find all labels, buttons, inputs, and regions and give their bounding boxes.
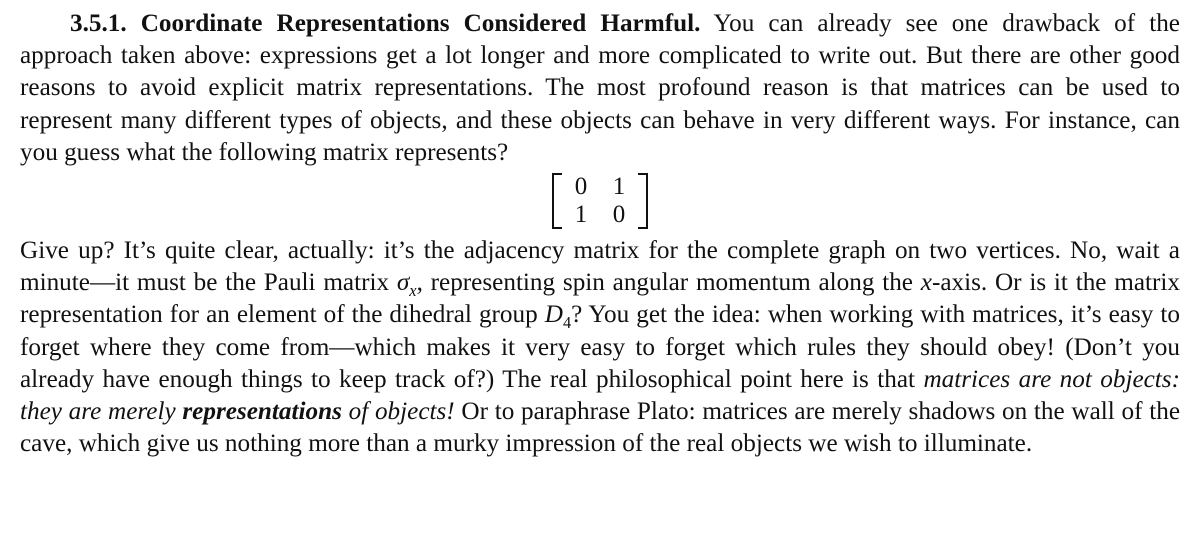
dihedral-group-symbol: D (544, 301, 563, 329)
dihedral-group-subscript: 4 (562, 313, 572, 333)
text-segment: ? You get the idea: when working with matrices, it’s easy to forget where they come from—which makes it very easy to forget which rules they should obey! (Don’t you already have enough things to keep track of?) The real philosophical point here is that (20, 301, 1180, 393)
paragraph-intro (20, 8, 1180, 169)
matrix-cell: 0 (574, 173, 588, 201)
emphasis-text: matrices are not objects: they are merely (20, 365, 1180, 426)
matrix (552, 173, 648, 229)
text-segment: , representing spin angular momentum along the (416, 269, 921, 297)
paragraph-intro-text: You can already see one drawback of the approach taken above: expressions get a lot longer and more complicated to write out. But there are other good reasons to avoid explicit matrix representations. The most profound reason is that matrices can be used to represent many different types of objects, and these objects can behave in very different ways. For instance, can you guess what the following matrix represents? (20, 10, 1180, 166)
page-content (20, 8, 1180, 460)
text-segment: Give up? It’s quite clear, actually: it’s the adjacency matrix for the complete graph on two vertices. No, wait a minute—it must be the Pauli matrix (20, 237, 1180, 297)
matrix-display (20, 173, 1180, 229)
pauli-sigma-subscript: x (409, 281, 417, 301)
left-bracket (552, 173, 562, 229)
section-heading: 3.5.1. Coordinate Representations Considered Harmful. (70, 10, 701, 37)
text-segment: -axis. Or is it the matrix representation for an element of the dihedral group (20, 269, 1180, 329)
x-variable: x (920, 269, 932, 297)
pauli-sigma-symbol: σ (396, 269, 410, 297)
matrix-cell: 1 (574, 201, 588, 229)
emphasis-bold-text: representations (182, 398, 342, 426)
matrix-cell: 1 (612, 173, 626, 201)
emphasis-text: of objects! (341, 398, 455, 426)
text-segment: Or to paraphrase Plato: matrices are merely shadows on the wall of the cave, which give us nothing more than a murky impression of the real objects we wish to illuminate. (20, 398, 1181, 458)
right-bracket (638, 173, 648, 229)
matrix-cell: 0 (612, 201, 626, 229)
paragraph-discussion (20, 235, 1180, 460)
